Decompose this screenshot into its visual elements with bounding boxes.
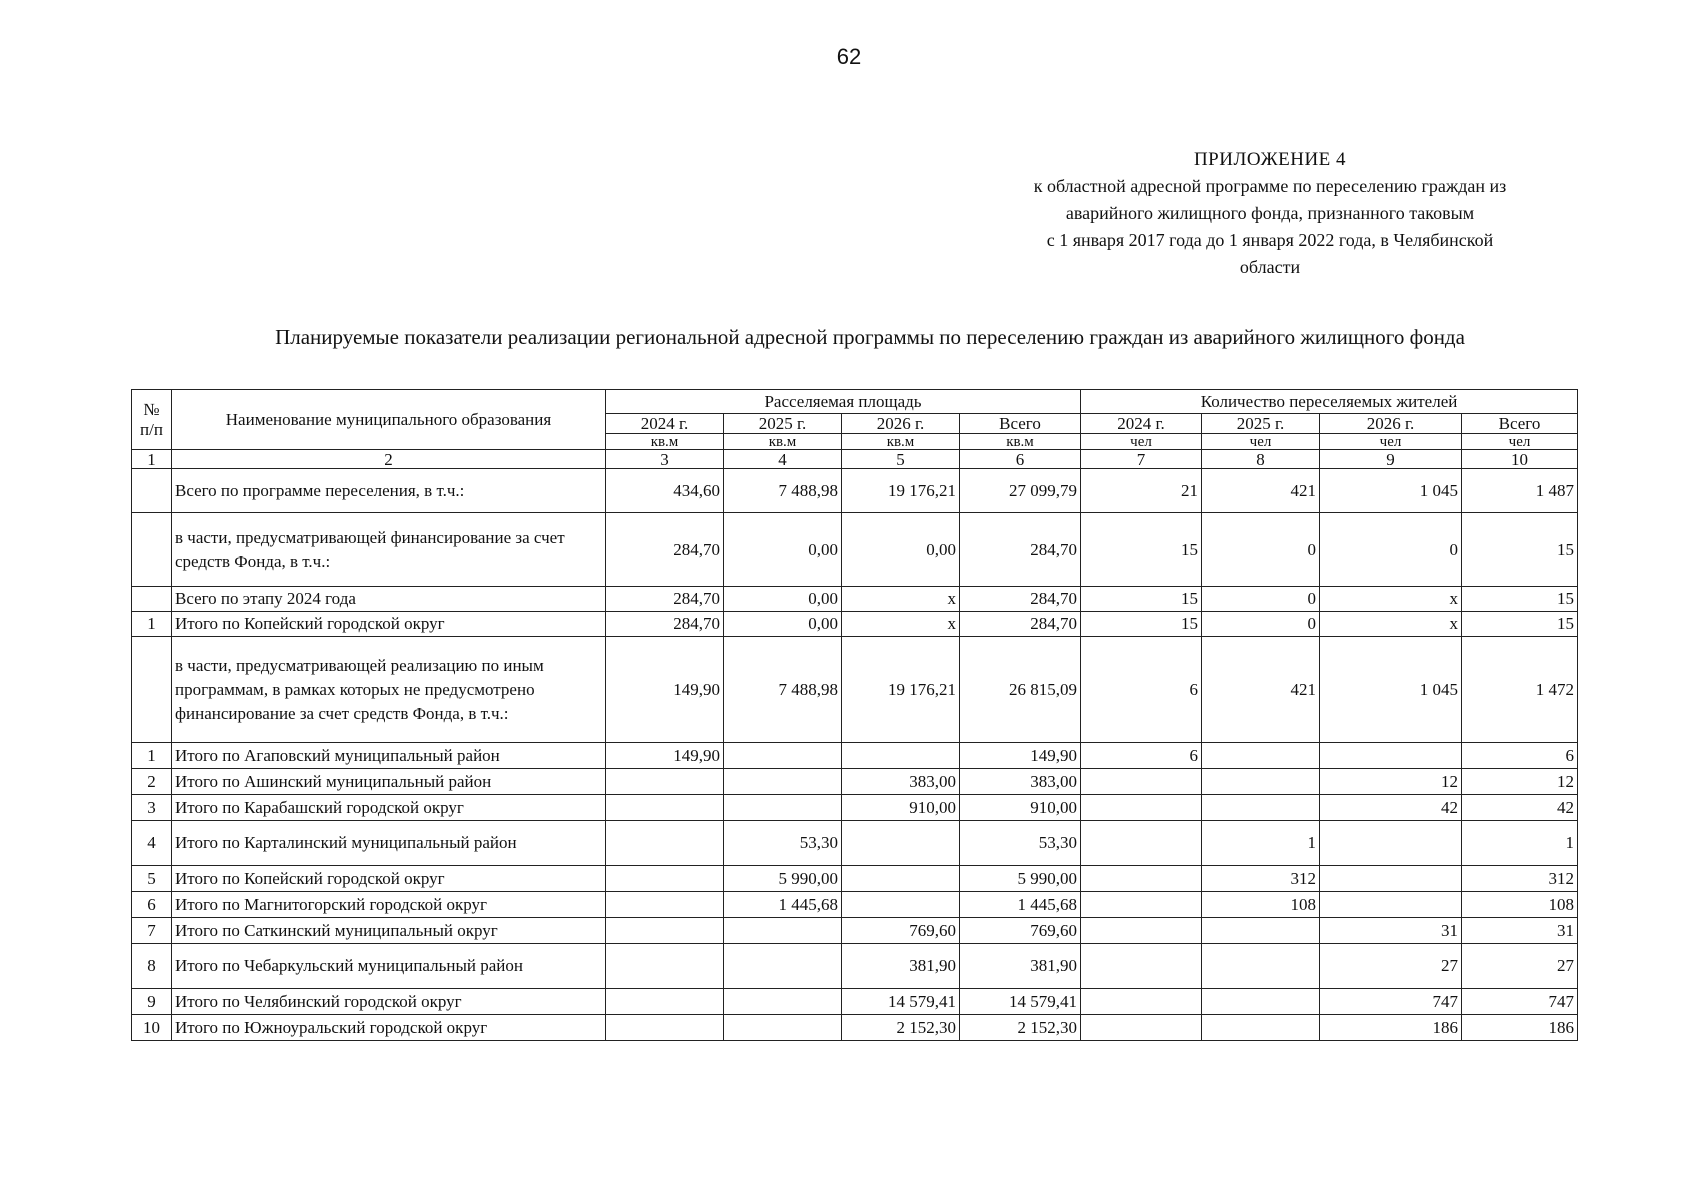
value-cell: 1 045: [1320, 637, 1462, 743]
value-cell: 31: [1320, 918, 1462, 944]
value-cell: [1202, 1015, 1320, 1041]
value-cell: 15: [1081, 612, 1202, 637]
header-year: 2025 г.: [1202, 414, 1320, 434]
row-name-cell: Итого по Челябинский городской округ: [172, 989, 606, 1015]
header-unit: чел: [1462, 434, 1578, 450]
table-row: [132, 743, 1578, 769]
row-number-cell: 1: [132, 612, 172, 637]
value-cell: 0: [1202, 587, 1320, 612]
value-cell: [1202, 989, 1320, 1015]
value-cell: 108: [1202, 892, 1320, 918]
value-cell: 21: [1081, 469, 1202, 513]
value-cell: 42: [1462, 795, 1578, 821]
row-number-cell: [132, 513, 172, 587]
value-cell: [1320, 821, 1462, 866]
header-num: № п/п: [132, 390, 172, 450]
row-name-cell: Итого по Магнитогорский городской округ: [172, 892, 606, 918]
row-name-cell: Итого по Южноуральский городской округ: [172, 1015, 606, 1041]
value-cell: 186: [1320, 1015, 1462, 1041]
value-cell: x: [1320, 612, 1462, 637]
row-name-cell: Итого по Копейский городской округ: [172, 612, 606, 637]
header-year: Всего: [960, 414, 1081, 434]
value-cell: 0,00: [842, 513, 960, 587]
value-cell: 42: [1320, 795, 1462, 821]
table-row: [132, 1015, 1578, 1041]
value-cell: 27 099,79: [960, 469, 1081, 513]
value-cell: 434,60: [606, 469, 724, 513]
value-cell: 5 990,00: [724, 866, 842, 892]
value-cell: x: [1320, 587, 1462, 612]
header-year: 2024 г.: [606, 414, 724, 434]
value-cell: 1 445,68: [960, 892, 1081, 918]
header-unit: кв.м: [724, 434, 842, 450]
row-number-cell: 9: [132, 989, 172, 1015]
column-number: 3: [606, 450, 724, 469]
header-unit: кв.м: [842, 434, 960, 450]
value-cell: [1081, 892, 1202, 918]
value-cell: 769,60: [960, 918, 1081, 944]
table-row: [132, 513, 1578, 587]
row-number-cell: 2: [132, 769, 172, 795]
appendix-line: области: [1239, 257, 1301, 277]
value-cell: 383,00: [842, 769, 960, 795]
value-cell: [1081, 918, 1202, 944]
value-cell: 53,30: [960, 821, 1081, 866]
column-number: 4: [724, 450, 842, 469]
value-cell: [1081, 989, 1202, 1015]
row-name-cell: в части, предусматривающей реализацию по иным программам, в рамках которых не предусмотрено финансирование за счет средств Фонда, в т.ч.:: [172, 637, 606, 743]
value-cell: 12: [1320, 769, 1462, 795]
row-name-cell: Итого по Карабашский городской округ: [172, 795, 606, 821]
value-cell: 53,30: [724, 821, 842, 866]
table-row: [132, 469, 1578, 513]
header-year: 2025 г.: [724, 414, 842, 434]
value-cell: 1 045: [1320, 469, 1462, 513]
indicators-table: [131, 389, 1578, 1041]
header-year: 2026 г.: [842, 414, 960, 434]
value-cell: 312: [1462, 866, 1578, 892]
value-cell: [1320, 892, 1462, 918]
column-number: 10: [1462, 450, 1578, 469]
row-name-cell: Итого по Ашинский муниципальный район: [172, 769, 606, 795]
value-cell: [724, 795, 842, 821]
row-name-cell: Итого по Копейский городской округ: [172, 866, 606, 892]
column-number: 5: [842, 450, 960, 469]
value-cell: 27: [1320, 944, 1462, 989]
value-cell: 421: [1202, 469, 1320, 513]
row-number-cell: 10: [132, 1015, 172, 1041]
table-row: [132, 892, 1578, 918]
value-cell: 1 445,68: [724, 892, 842, 918]
appendix-line: с 1 января 2017 года до 1 января 2022 года, в Челябинской: [1046, 230, 1494, 250]
value-cell: x: [842, 612, 960, 637]
value-cell: [1202, 743, 1320, 769]
value-cell: [724, 918, 842, 944]
value-cell: [724, 989, 842, 1015]
table-row: [132, 587, 1578, 612]
value-cell: [1081, 1015, 1202, 1041]
header-unit: кв.м: [606, 434, 724, 450]
appendix-block: [950, 146, 1590, 281]
row-number-cell: [132, 469, 172, 513]
value-cell: [724, 944, 842, 989]
value-cell: 0,00: [724, 612, 842, 637]
row-number-cell: 7: [132, 918, 172, 944]
page-number: 62: [836, 44, 862, 69]
value-cell: [606, 944, 724, 989]
value-cell: [1081, 944, 1202, 989]
value-cell: 26 815,09: [960, 637, 1081, 743]
value-cell: [724, 769, 842, 795]
row-number-cell: 5: [132, 866, 172, 892]
value-cell: [606, 918, 724, 944]
value-cell: 910,00: [960, 795, 1081, 821]
value-cell: [606, 892, 724, 918]
value-cell: 0,00: [724, 513, 842, 587]
header-area-group: Расселяемая площадь: [606, 390, 1081, 414]
column-number: 6: [960, 450, 1081, 469]
value-cell: [1320, 743, 1462, 769]
value-cell: 421: [1202, 637, 1320, 743]
column-number: 2: [172, 450, 606, 469]
value-cell: 383,00: [960, 769, 1081, 795]
table-row: [132, 944, 1578, 989]
value-cell: 747: [1320, 989, 1462, 1015]
row-name-cell: в части, предусматривающей финансирование за счет средств Фонда, в т.ч.:: [172, 513, 606, 587]
appendix-line: аварийного жилищного фонда, признанного таковым: [1065, 203, 1475, 223]
value-cell: 284,70: [606, 612, 724, 637]
value-cell: 6: [1081, 743, 1202, 769]
value-cell: 284,70: [606, 513, 724, 587]
value-cell: 14 579,41: [960, 989, 1081, 1015]
row-name-cell: Итого по Саткинский муниципальный округ: [172, 918, 606, 944]
row-name-cell: Всего по этапу 2024 года: [172, 587, 606, 612]
column-number: 8: [1202, 450, 1320, 469]
value-cell: 15: [1462, 587, 1578, 612]
column-number: 7: [1081, 450, 1202, 469]
value-cell: x: [842, 587, 960, 612]
appendix-title: ПРИЛОЖЕНИЕ 4: [1193, 149, 1347, 170]
header-unit: кв.м: [960, 434, 1081, 450]
header-name: Наименование муниципального образования: [172, 390, 606, 450]
document-title: Планируемые показатели реализации региональной адресной программы по переселению граждан из аварийного жилищного фонда: [275, 325, 1465, 349]
value-cell: [724, 1015, 842, 1041]
value-cell: [1202, 944, 1320, 989]
value-cell: 149,90: [606, 743, 724, 769]
row-number-cell: 1: [132, 743, 172, 769]
header-year: 2026 г.: [1320, 414, 1462, 434]
value-cell: 27: [1462, 944, 1578, 989]
value-cell: [606, 795, 724, 821]
value-cell: 747: [1462, 989, 1578, 1015]
value-cell: 2 152,30: [960, 1015, 1081, 1041]
value-cell: 15: [1081, 513, 1202, 587]
value-cell: 5 990,00: [960, 866, 1081, 892]
value-cell: 12: [1462, 769, 1578, 795]
value-cell: [606, 1015, 724, 1041]
value-cell: [842, 743, 960, 769]
value-cell: [842, 892, 960, 918]
value-cell: 0,00: [724, 587, 842, 612]
table-row: [132, 989, 1578, 1015]
value-cell: [842, 866, 960, 892]
value-cell: 1: [1202, 821, 1320, 866]
value-cell: 6: [1081, 637, 1202, 743]
value-cell: 910,00: [842, 795, 960, 821]
value-cell: 381,90: [842, 944, 960, 989]
row-name-cell: Итого по Карталинский муниципальный район: [172, 821, 606, 866]
value-cell: 7 488,98: [724, 637, 842, 743]
value-cell: 6: [1462, 743, 1578, 769]
table-row: [132, 821, 1578, 866]
value-cell: [724, 743, 842, 769]
header-year: 2024 г.: [1081, 414, 1202, 434]
table-row: [132, 769, 1578, 795]
value-cell: [1202, 795, 1320, 821]
appendix-line: к областной адресной программе по переселению граждан из: [1033, 176, 1507, 196]
value-cell: 312: [1202, 866, 1320, 892]
value-cell: 19 176,21: [842, 469, 960, 513]
value-cell: [1081, 866, 1202, 892]
value-cell: [1202, 918, 1320, 944]
value-cell: [1081, 769, 1202, 795]
value-cell: 149,90: [606, 637, 724, 743]
value-cell: 1 487: [1462, 469, 1578, 513]
column-number: 9: [1320, 450, 1462, 469]
header-residents-group: Количество переселяемых жителей: [1081, 390, 1578, 414]
header-unit: чел: [1081, 434, 1202, 450]
value-cell: 0: [1202, 612, 1320, 637]
row-number-cell: 3: [132, 795, 172, 821]
table-row: [132, 918, 1578, 944]
value-cell: 186: [1462, 1015, 1578, 1041]
value-cell: 769,60: [842, 918, 960, 944]
value-cell: 15: [1462, 513, 1578, 587]
value-cell: 284,70: [960, 513, 1081, 587]
value-cell: [1081, 795, 1202, 821]
value-cell: 1: [1462, 821, 1578, 866]
value-cell: [1081, 821, 1202, 866]
table-row: [132, 795, 1578, 821]
value-cell: 284,70: [606, 587, 724, 612]
row-number-cell: 8: [132, 944, 172, 989]
value-cell: 19 176,21: [842, 637, 960, 743]
value-cell: 0: [1320, 513, 1462, 587]
table-body: [132, 469, 1578, 1041]
value-cell: 108: [1462, 892, 1578, 918]
value-cell: [1320, 866, 1462, 892]
header-unit: чел: [1320, 434, 1462, 450]
table-row: [132, 866, 1578, 892]
value-cell: [606, 989, 724, 1015]
value-cell: [842, 821, 960, 866]
header-unit: чел: [1202, 434, 1320, 450]
row-name-cell: Итого по Чебаркульский муниципальный район: [172, 944, 606, 989]
value-cell: 284,70: [960, 587, 1081, 612]
row-number-cell: [132, 587, 172, 612]
value-cell: 7 488,98: [724, 469, 842, 513]
header-year: Всего: [1462, 414, 1578, 434]
value-cell: [606, 821, 724, 866]
table-row: [132, 612, 1578, 637]
value-cell: 14 579,41: [842, 989, 960, 1015]
row-name-cell: Всего по программе переселения, в т.ч.:: [172, 469, 606, 513]
value-cell: 15: [1081, 587, 1202, 612]
value-cell: 284,70: [960, 612, 1081, 637]
value-cell: [606, 866, 724, 892]
value-cell: [1202, 769, 1320, 795]
value-cell: 15: [1462, 612, 1578, 637]
value-cell: [606, 769, 724, 795]
row-name-cell: Итого по Агаповский муниципальный район: [172, 743, 606, 769]
value-cell: 149,90: [960, 743, 1081, 769]
table-row: [132, 637, 1578, 743]
value-cell: 1 472: [1462, 637, 1578, 743]
row-number-cell: [132, 637, 172, 743]
value-cell: 381,90: [960, 944, 1081, 989]
row-number-cell: 6: [132, 892, 172, 918]
column-number: 1: [132, 450, 172, 469]
value-cell: 31: [1462, 918, 1578, 944]
value-cell: 0: [1202, 513, 1320, 587]
row-number-cell: 4: [132, 821, 172, 866]
value-cell: 2 152,30: [842, 1015, 960, 1041]
